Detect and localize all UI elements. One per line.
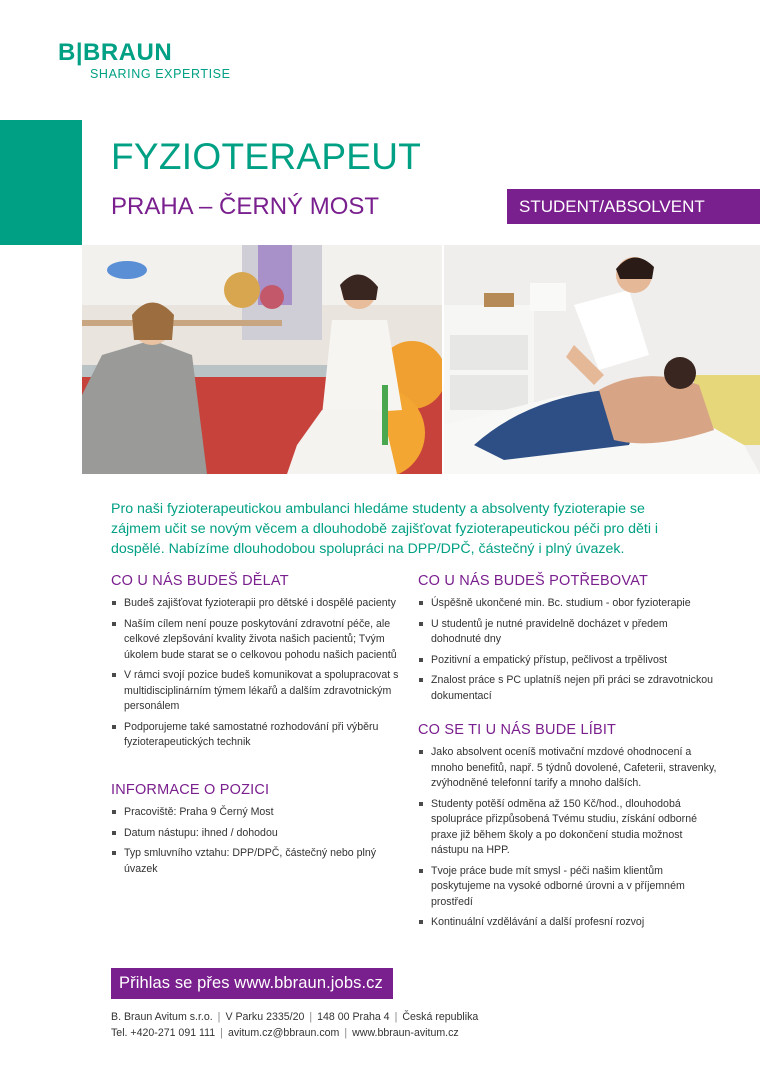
street: V Parku 2335/20	[225, 1011, 305, 1023]
position-info-section	[111, 781, 401, 882]
gym-photo	[82, 245, 442, 474]
what-you-do-list	[111, 596, 401, 751]
country: Česká republika	[402, 1011, 479, 1023]
benefits-list	[418, 745, 718, 931]
separator: |	[344, 1027, 348, 1039]
footer-address	[111, 1009, 478, 1025]
list-item: Tvoje práce bude mít smysl - péči našim klientům poskytujeme na vysoké odborné úrovni a v příjemném prostředí	[418, 864, 718, 911]
city: 148 00 Praha 4	[317, 1011, 390, 1023]
benefits-section	[418, 721, 718, 936]
bbraun-logo	[58, 40, 231, 82]
separator: |	[394, 1011, 398, 1023]
footer-contact	[111, 1025, 478, 1041]
what-you-do-heading: CO U NÁS BUDEŠ DĚLAT	[111, 573, 289, 589]
web-link[interactable]: www.bbraun-avitum.cz	[352, 1027, 459, 1039]
list-item: Datum nástupu: ihned / dohodou	[111, 826, 401, 842]
list-item: V rámci svojí pozice budeš komunikovat a spolupracovat s multidisciplinárním týmem lékařů a dalším zdravotnickým personálem	[111, 668, 401, 715]
logo-tagline: SHARING EXPERTISE	[90, 67, 231, 81]
what-you-do-section	[111, 572, 401, 756]
list-item: Studenty potěší odměna až 150 Kč/hod., dlouhodobá spolupráce přizpůsobená Tvému studiu, získání odborné praxe již během školy a po dokončení studia možnost nástupu na HPP.	[418, 797, 718, 859]
accent-bar	[0, 120, 82, 245]
company-name: B. Braun Avitum s.r.o.	[111, 1011, 213, 1023]
position-info-heading: INFORMACE O POZICI	[111, 782, 270, 798]
benefits-heading: CO SE TI U NÁS BUDE LÍBIT	[418, 722, 617, 738]
email-link[interactable]: avitum.cz@bbraun.com	[227, 1027, 340, 1039]
job-location: PRAHA – ČERNÝ MOST	[111, 193, 380, 220]
list-item: Jako absolvent oceníš motivační mzdové ohodnocení a mnoho benefitů, např. 5 týdnů dovolené, Cafeterii, stravenky, zvýhodněné telefonní tarify a mnoho dalších.	[418, 745, 718, 792]
list-item: U studentů je nutné pravidelně docházet v předem dohodnuté dny	[418, 617, 718, 648]
apply-link[interactable]: Přihlas se přes www.bbraun.jobs.cz	[111, 968, 393, 999]
list-item: Kontinuální vzdělávání a další profesní rozvoj	[418, 915, 718, 931]
separator: |	[309, 1011, 313, 1023]
list-item: Úspěšně ukončené min. Bc. studium - obor fyzioterapie	[418, 596, 718, 612]
separator: |	[217, 1011, 221, 1023]
position-info-list	[111, 805, 401, 877]
requirements-section	[418, 572, 718, 709]
list-item: Naším cílem není pouze poskytování zdravotní péče, ale celkové zlepšování kvality života našich pacientů; Tvým úkolem bude starat se o celkovou pohodu našich pacientů	[111, 617, 401, 664]
list-item: Znalost práce s PC uplatníš nejen při práci se zdravotnickou dokumentací	[418, 673, 718, 704]
list-item: Budeš zajišťovat fyzioterapii pro dětské i dospělé pacienty	[111, 596, 401, 612]
list-item: Pracoviště: Praha 9 Černý Most	[111, 805, 401, 821]
student-badge: STUDENT/ABSOLVENT	[507, 189, 760, 224]
separator: |	[220, 1027, 223, 1039]
treatment-photo	[444, 245, 760, 474]
footer	[111, 1009, 478, 1041]
job-title: FYZIOTERAPEUT	[111, 136, 422, 177]
phone: Tel. +420-271 091 111	[111, 1027, 216, 1039]
intro-text: Pro naši fyzioterapeutickou ambulanci hledáme studenty a absolventy fyzioterapie se zájmem učit se novým věcem a dlouhodobě zajišťovat fyzioterapeutickou péči pro děti i dospělé. Nabízíme dlouhodobou spolupráci na DPP/DPČ, částečný i plný úvazek.	[111, 501, 659, 557]
requirements-heading: CO U NÁS BUDEŠ POTŘEBOVAT	[418, 573, 649, 589]
list-item: Podporujeme také samostatné rozhodování při výběru fyzioterapeutických technik	[111, 720, 401, 751]
requirements-list	[418, 596, 718, 704]
list-item: Typ smluvního vztahu: DPP/DPČ, částečný nebo plný úvazek	[111, 846, 401, 877]
list-item: Pozitivní a empatický přístup, pečlivost a trpělivost	[418, 653, 718, 669]
logo-brand: B|BRAUN	[58, 39, 173, 66]
